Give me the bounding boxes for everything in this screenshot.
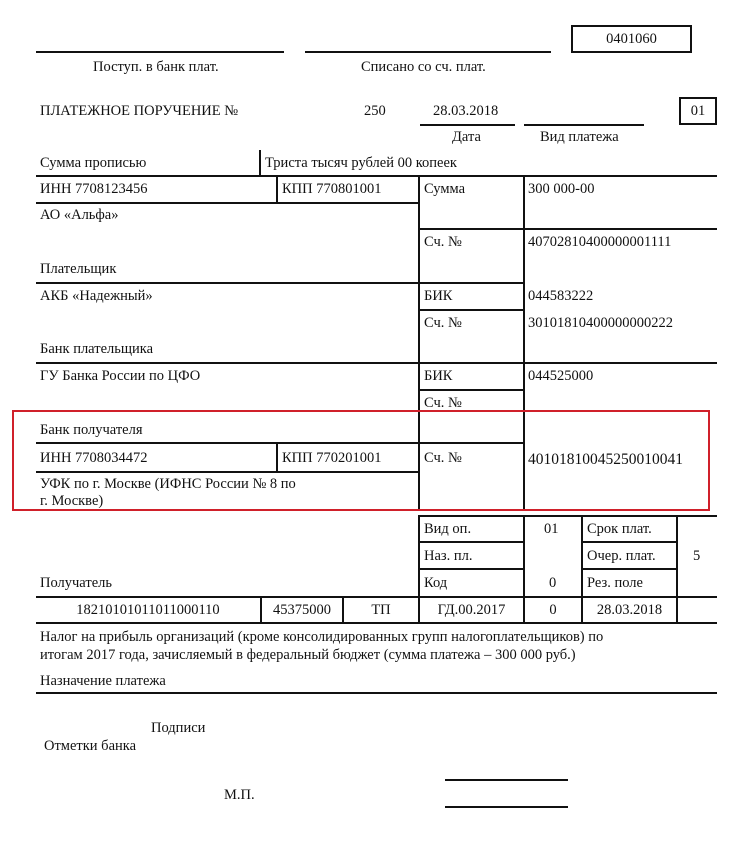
recipient-bank-bik-label: БИК <box>424 368 453 384</box>
recipient-kpp: КПП 770201001 <box>282 450 382 466</box>
purpose-code-label: Наз. пл. <box>424 548 473 564</box>
code-value: 0 <box>549 575 557 591</box>
payer-bank-label: Банк плательщика <box>40 341 154 357</box>
divider <box>259 150 261 176</box>
divider <box>419 515 717 517</box>
divider <box>419 389 524 391</box>
divider <box>419 309 524 311</box>
divider <box>419 541 524 543</box>
payer-name: АО «Альфа» <box>40 207 119 223</box>
payer-kpp: КПП 770801001 <box>282 181 382 197</box>
payer-account-label: Сч. № <box>424 234 462 250</box>
purpose-line2: итогам 2017 года, зачисляемый в федеральный бюджет (сумма платежа – 300 000 руб.) <box>40 647 576 663</box>
received-date-line <box>36 51 284 53</box>
recipient-bank-name: ГУ Банка России по ЦФО <box>40 368 201 384</box>
payer-account-value: 40702810400000001111 <box>528 234 672 250</box>
tax-field-basis: ТП <box>371 602 391 618</box>
stamp-label: М.П. <box>224 787 255 803</box>
divider <box>36 596 717 598</box>
signatures-label: Подписи <box>151 720 206 736</box>
date-label: Дата <box>452 129 481 145</box>
divider <box>36 692 717 694</box>
priority-label: Очер. плат. <box>587 548 656 564</box>
code-label: Код <box>424 575 448 591</box>
amount-words-label: Сумма прописью <box>40 155 147 171</box>
payer-label: Плательщик <box>40 261 117 277</box>
recipient-name-line2: г. Москве) <box>40 493 104 509</box>
divider <box>36 175 717 177</box>
op-type-label: Вид оп. <box>424 521 472 537</box>
recipient-bank-label: Банк получателя <box>40 422 143 438</box>
payment-type-label: Вид платежа <box>540 129 619 145</box>
tax-field-oktmo: 45375000 <box>273 602 331 618</box>
status-code-box <box>679 97 717 125</box>
tax-field-doc-date: 28.03.2018 <box>596 602 663 618</box>
purpose-label: Назначение платежа <box>40 673 166 689</box>
document-title: ПЛАТЕЖНОЕ ПОРУЧЕНИЕ № <box>40 103 239 119</box>
form-code: 0401060 <box>606 30 657 47</box>
divider <box>582 541 677 543</box>
form-code-box <box>571 25 692 53</box>
debited-date-line <box>305 51 551 53</box>
amount-words-value: Триста тысяч рублей 00 копеек <box>265 155 457 171</box>
divider <box>36 362 717 364</box>
priority-value: 5 <box>693 548 701 564</box>
payment-type-line <box>524 124 644 126</box>
sum-value: 300 000-00 <box>528 181 595 197</box>
recipient-inn: ИНН 7708034472 <box>40 450 148 466</box>
recipient-account-label: Сч. № <box>424 450 462 466</box>
op-type-value: 01 <box>544 521 559 537</box>
signature-line-1 <box>445 779 568 781</box>
sum-label: Сумма <box>424 181 466 197</box>
divider <box>276 176 278 203</box>
recipient-label: Получатель <box>40 575 112 591</box>
divider <box>36 622 717 624</box>
document-date: 28.03.2018 <box>433 103 499 119</box>
status-code: 01 <box>690 102 706 119</box>
signature-line-2 <box>445 806 568 808</box>
divider <box>419 568 524 570</box>
highlight-box <box>12 410 710 511</box>
date-line <box>420 124 515 126</box>
recipient-bank-bik-value: 044525000 <box>528 368 594 384</box>
divider <box>36 202 420 204</box>
divider <box>36 282 524 284</box>
payer-inn: ИНН 7708123456 <box>40 181 148 197</box>
payer-bank-bik-value: 044583222 <box>528 288 594 304</box>
tax-field-period: ГД.00.2017 <box>437 602 506 618</box>
recipient-name-line1: УФК по г. Москве (ИФНС России № 8 по <box>40 476 296 492</box>
recipient-bank-account-label: Сч. № <box>424 395 462 411</box>
purpose-line1: Налог на прибыль организаций (кроме консолидированных групп налогоплательщиков) по <box>40 629 604 645</box>
due-label: Срок плат. <box>587 521 652 537</box>
payer-bank-bik-label: БИК <box>424 288 453 304</box>
payer-bank-account-label: Сч. № <box>424 315 462 331</box>
received-label: Поступ. в банк плат. <box>93 59 219 75</box>
divider <box>582 568 677 570</box>
tax-field-doc-number: 0 <box>549 602 557 618</box>
divider <box>419 228 717 230</box>
debited-label: Списано со сч. плат. <box>361 59 486 75</box>
tax-field-kbk: 18210101011011000110 <box>76 602 220 618</box>
reserve-label: Рез. поле <box>587 575 643 591</box>
payer-bank-account-value: 30101810400000000222 <box>528 315 673 331</box>
recipient-account-value: 40101810045250010041 <box>528 451 683 468</box>
payer-bank-name: АКБ «Надежный» <box>40 288 153 304</box>
document-number: 250 <box>364 103 386 119</box>
bank-marks-label: Отметки банка <box>44 738 137 754</box>
